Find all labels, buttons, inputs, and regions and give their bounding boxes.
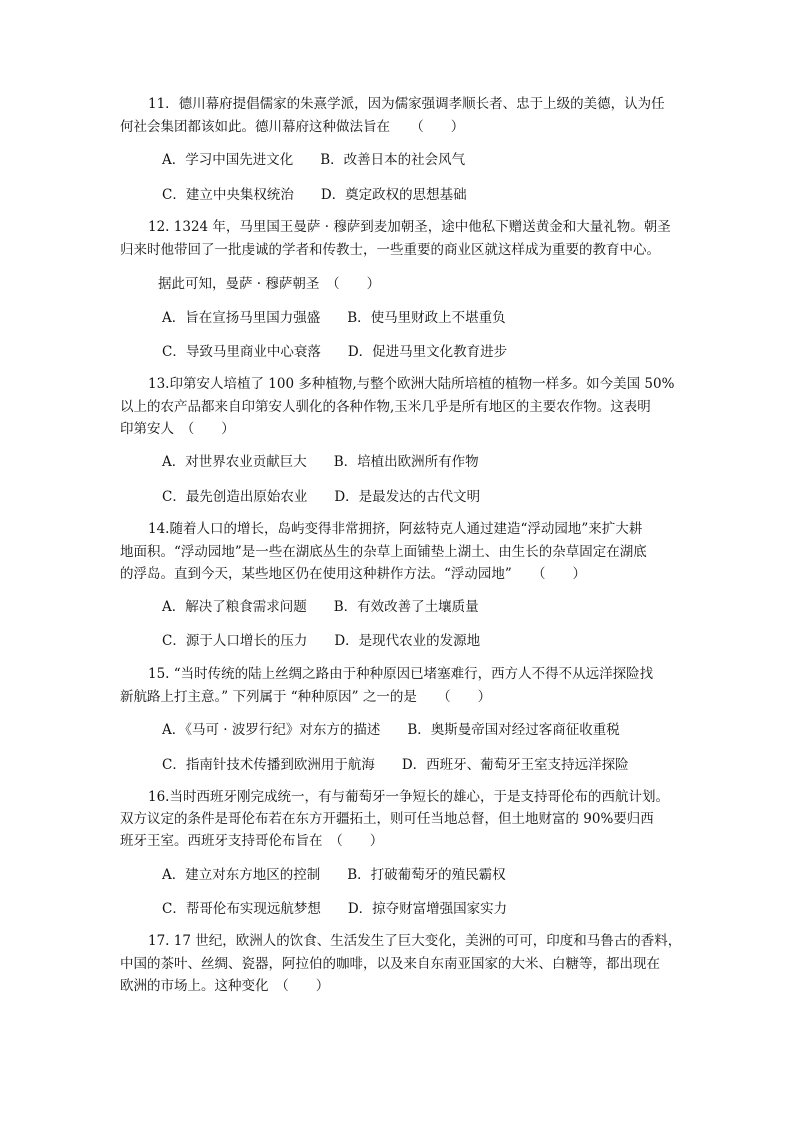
question-16-options-ab: A．建立对东方地区的控制 B．打破葡萄牙的殖民霸权 (162, 867, 506, 883)
question-16-line-1: 16.当时西班牙刚完成统一，有与葡萄牙一争短长的雄心，于是支持哥伦布的西航计划。 (148, 789, 669, 805)
question-12-options-ab: A．旨在宣扬马里国力强盛 B．使马里财政上不堪重负 (162, 310, 506, 326)
question-14-line-3: 的浮岛。直到今天，某些地区仍在使用这种耕作方法。“浮动园地” （ ） (120, 566, 587, 582)
question-14-line-1: 14.随着人口的增长，岛屿变得非常拥挤，阿兹特克人通过建造“浮动园地”来扩大耕 (148, 521, 643, 537)
question-17-line-3: 欧洲的市场上。这种变化 （ ） (120, 978, 330, 994)
question-14-options-ab: A．解决了粮食需求问题 B．有效改善了土壤质量 (162, 599, 479, 615)
question-12-options-cd: C．导致马里商业中心衰落 D．促进马里文化教育进步 (162, 344, 508, 360)
question-11-options-ab: A．学习中国先进文化 B．改善日本的社会风气 (162, 152, 466, 168)
question-13-line-2: 以上的农产品都来自印第安人驯化的各种作物,玉米几乎是所有地区的主要农作物。这表明 (120, 399, 651, 415)
question-14-line-2: 地面积。“浮动园地”是一些在湖底丛生的杂草上面铺垫上湖土、由生长的杂草固定在湖底 (120, 544, 647, 560)
question-13-line-3: 印第安人 （ ） (120, 421, 235, 437)
question-16-line-2: 双方议定的条件是哥伦布若在东方开疆拓土，则可任当地总督，但土地财富的 90%要归西 (120, 811, 654, 827)
question-12-line-1: 12. 1324 年，马里国王曼萨 · 穆萨到麦加朝圣，途中他私下赠送黄金和大量礼物。朝圣 (148, 219, 671, 235)
question-11-options-cd: C．建立中央集权统治 D．奠定政权的思想基础 (162, 187, 467, 203)
question-13-line-1: 13.印第安人培植了 100 多种植物,与整个欧洲大陆所培植的植物一样多。如今美国 50% (148, 376, 675, 392)
question-11-line-1: 11．德川幕府提倡儒家的朱熹学派，因为儒家强调孝顺长者、忠于上级的美德，认为任 (148, 96, 665, 112)
question-12-line-2: 归来时他带回了一批虔诚的学者和传教士，一些重要的商业区就这样成为重要的教育中心。 (120, 242, 660, 258)
question-15-options-cd: C．指南针技术传播到欧洲用于航海 D．西班牙、葡萄牙王室支持远洋探险 (162, 757, 629, 773)
question-12-line-3: 据此可知，曼萨 · 穆萨朝圣 （ ） (158, 276, 381, 292)
question-15-line-1: 15. “当时传统的陆上丝绸之路由于种种原因已堵塞难行，西方人不得不从远洋探险找 (148, 666, 654, 682)
question-11-line-2: 何社会集团都该如此。德川幕府这种做法旨在 （ ） (120, 119, 465, 135)
question-14-options-cd: C．源于人口增长的压力 D．是现代农业的发源地 (162, 633, 481, 649)
question-17-line-2: 中国的茶叶、丝绸、瓷器，阿拉伯的咖啡，以及来自东南亚国家的大米、白糖等，都出现在 (120, 956, 660, 972)
question-13-options-cd: C．最先创造出原始农业 D．是最发达的古代文明 (162, 489, 481, 505)
question-16-options-cd: C．帮哥伦布实现远航梦想 D．掠夺财富增强国家实力 (162, 901, 508, 917)
question-15-options-ab: A．《马可 · 波罗行纪》对东方的描述 B．奥斯曼帝国对经过客商征收重税 (162, 722, 620, 738)
question-13-options-ab: A．对世界农业贡献巨大 B．培植出欧洲所有作物 (162, 454, 479, 470)
question-17-line-1: 17. 17 世纪，欧洲人的饮食、生活发生了巨大变化，美洲的可可，印度和马鲁古的香料， (148, 933, 682, 949)
question-16-line-3: 班牙王室。西班牙支持哥伦布旨在 （ ） (120, 833, 384, 849)
question-15-line-2: 新航路上打主意。” 下列属于 “种种原因” 之一的是 （ ） (120, 689, 492, 705)
